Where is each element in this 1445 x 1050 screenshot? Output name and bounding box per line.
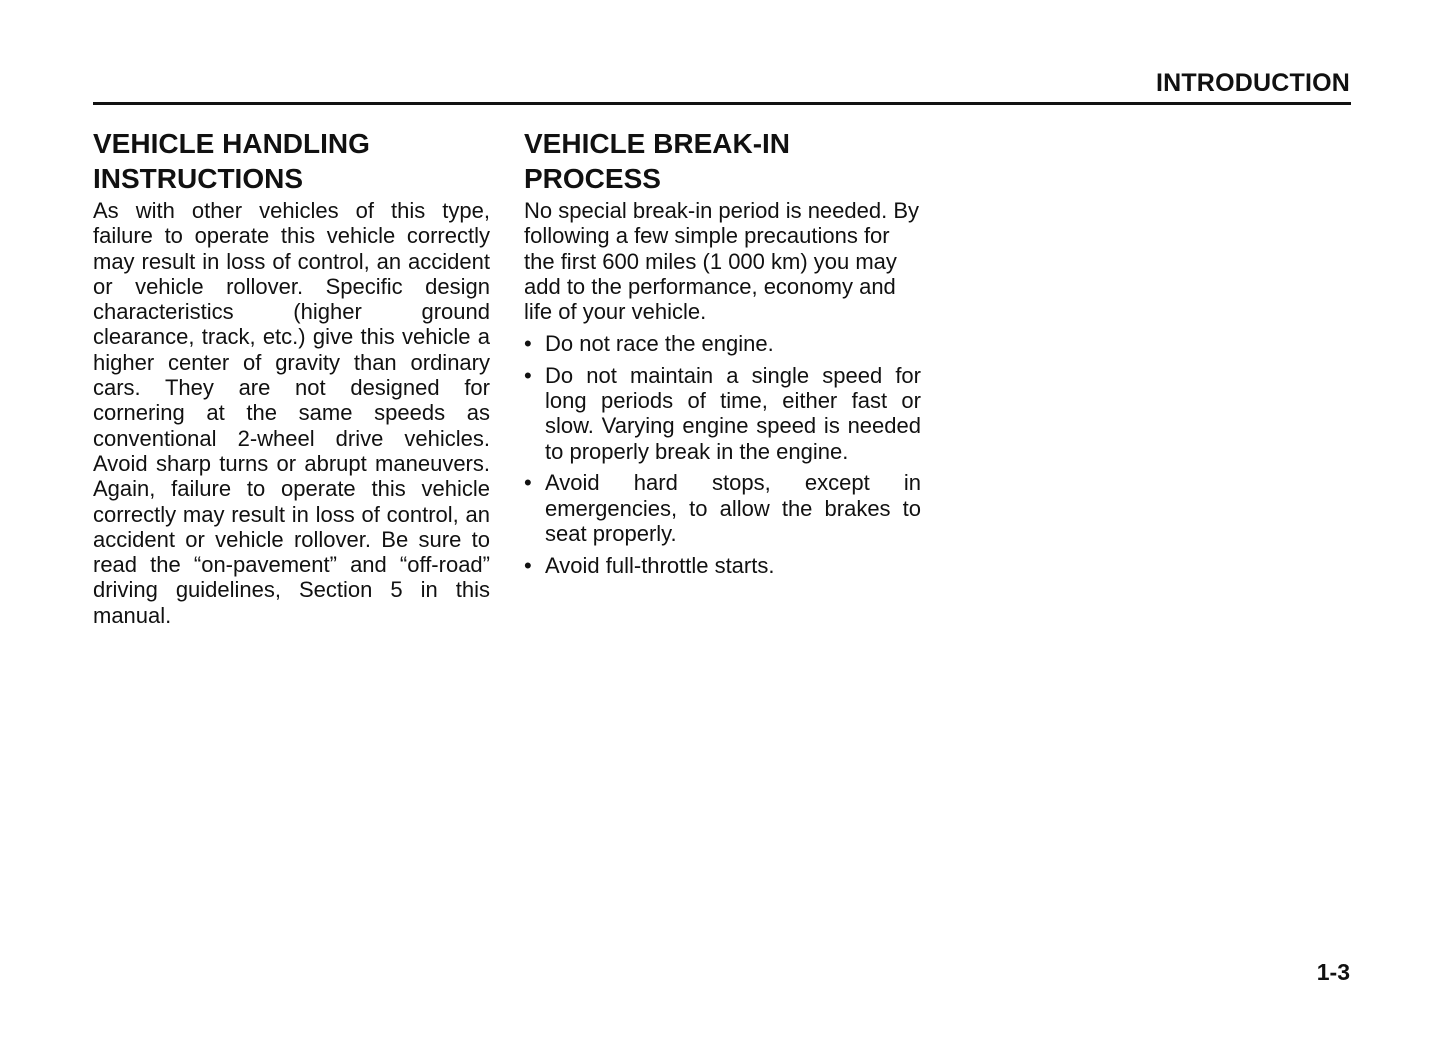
bullet-icon: • — [524, 470, 532, 496]
header-divider — [93, 102, 1351, 105]
list-item — [524, 470, 921, 546]
break-in-precautions-list — [524, 331, 921, 578]
vehicle-break-in-heading: VEHICLE BREAK-IN PROCESS — [524, 128, 791, 194]
list-item — [524, 363, 921, 464]
list-item-text: Do not maintain a single speed for long periods of time, either fast or slow. Varying engine speed is needed to properly break in the engine. — [545, 362, 921, 464]
bullet-icon: • — [524, 330, 532, 356]
vehicle-break-in-intro: No special break-in period is needed. By following a few simple precautions for the first 600 miles (1 000 km) you may add to the performance, economy and life of your vehicle. — [524, 198, 920, 325]
list-item-text: Do not race the engine. — [545, 330, 774, 356]
bullet-icon: • — [524, 362, 532, 388]
vehicle-break-in-section — [524, 126, 921, 578]
list-item-text: Avoid full-throttle starts. — [545, 552, 775, 578]
bullet-icon: • — [524, 552, 532, 578]
list-item — [524, 553, 921, 578]
vehicle-handling-section — [93, 126, 490, 628]
list-item — [524, 331, 921, 356]
list-item-text: Avoid hard stops, except in emergencies, to allow the brakes to seat properly. — [545, 470, 921, 547]
vehicle-handling-heading: VEHICLE HANDLING INSTRUCTIONS — [93, 128, 370, 194]
page-number: 1-3 — [1316, 959, 1350, 985]
section-header-title: INTRODUCTION — [1155, 69, 1350, 97]
vehicle-handling-body: As with other vehicles of this type, failure to operate this vehicle correctly may result in loss of control, an accident or vehicle rollover. Specific design characteristics (higher ground clearance, track, etc.) give this vehicle a higher center of gravity than ordinary cars. They are not designed for cornering at the same speeds as conventional 2-wheel drive vehicles. Avoid sharp turns or abrupt maneuvers. Again, failure to operate this vehicle correctly may result in loss of control, an accident or vehicle rollover. Be sure to read the “on-pavement” and “off-road” driving guidelines, Section 5 in this manual. — [93, 198, 490, 628]
